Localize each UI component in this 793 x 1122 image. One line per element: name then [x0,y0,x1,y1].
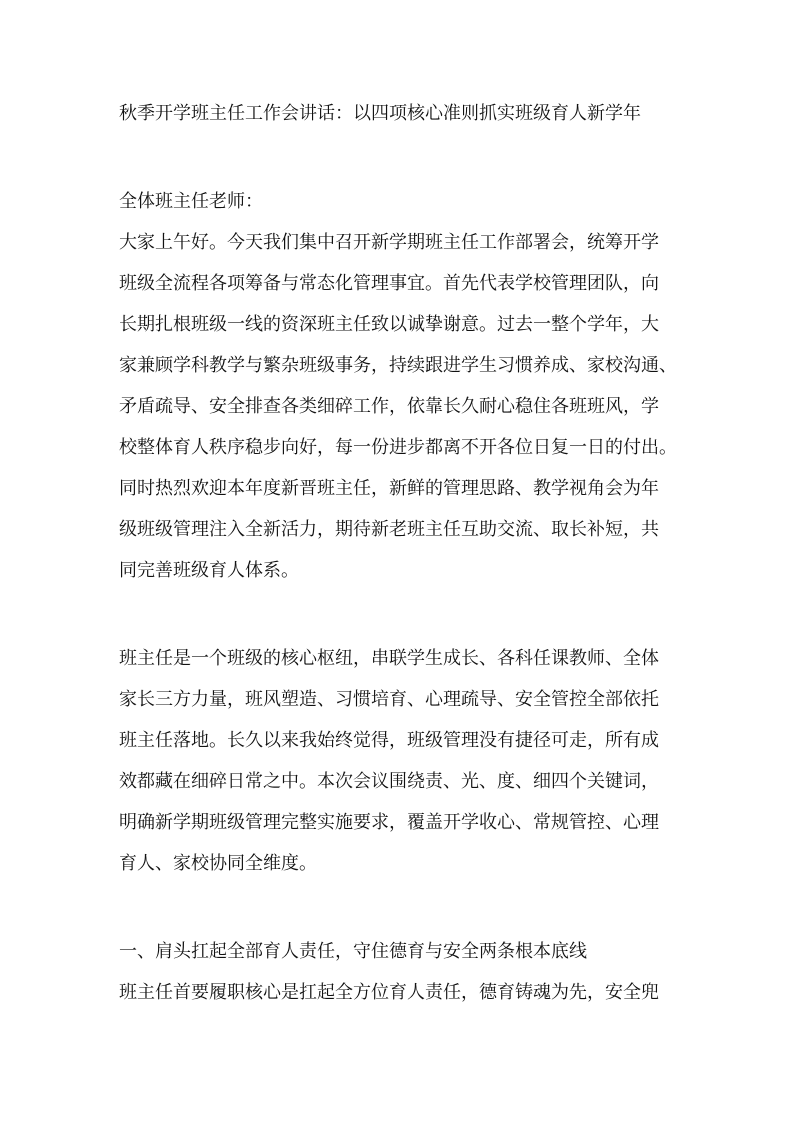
paragraph-line: 班级全流程各项筹备与常态化管理事宜。首先代表学校管理团队，向 [119,273,659,294]
paragraph-line: 级班级管理注入全新活力，期待新老班主任互助交流、取长补短，共 [119,519,659,540]
paragraph-line: 班主任落地。长久以来我始终觉得，班级管理没有捷径可走，所有成 [119,730,659,751]
paragraph-line: 家长三方力量，班风塑造、习惯培育、心理疏导、安全管控全部依托 [119,689,659,710]
document-title: 秋季开学班主任工作会讲话：以四项核心准则抓实班级育人新学年 [119,103,641,124]
section-heading: 一、肩头扛起全部育人责任，守住德育与安全两条根本底线 [119,941,587,962]
paragraph-line: 明确新学期班级管理完整实施要求，覆盖开学收心、常规管控、心理 [119,812,659,833]
paragraph-line: 同完善班级育人体系。 [119,560,299,581]
paragraph-line: 校整体育人秩序稳步向好，每一份进步都离不开各位日复一日的付出。 [119,437,677,458]
paragraph-line: 大家上午好。今天我们集中召开新学期班主任工作部署会，统筹开学 [119,232,659,253]
salutation: 全体班主任老师： [119,191,263,212]
paragraph-line: 同时热烈欢迎本年度新晋班主任，新鲜的管理思路、教学视角会为年 [119,478,659,499]
paragraph-line: 长期扎根班级一线的资深班主任致以诚挚谢意。过去一整个学年，大 [119,314,659,335]
paragraph-line: 班主任是一个班级的核心枢纽，串联学生成长、各科任课教师、全体 [119,648,659,669]
paragraph-line: 矛盾疏导、安全排查各类细碎工作，依靠长久耐心稳住各班班风，学 [119,396,659,417]
paragraph-line: 效都藏在细碎日常之中。本次会议围绕责、光、度、细四个关键词， [119,771,659,792]
paragraph-line: 育人、家校协同全维度。 [119,853,317,874]
paragraph-line: 班主任首要履职核心是扛起全方位育人责任，德育铸魂为先，安全兜 [119,982,659,1003]
paragraph-line: 家兼顾学科教学与繁杂班级事务，持续跟进学生习惯养成、家校沟通、 [119,355,677,376]
